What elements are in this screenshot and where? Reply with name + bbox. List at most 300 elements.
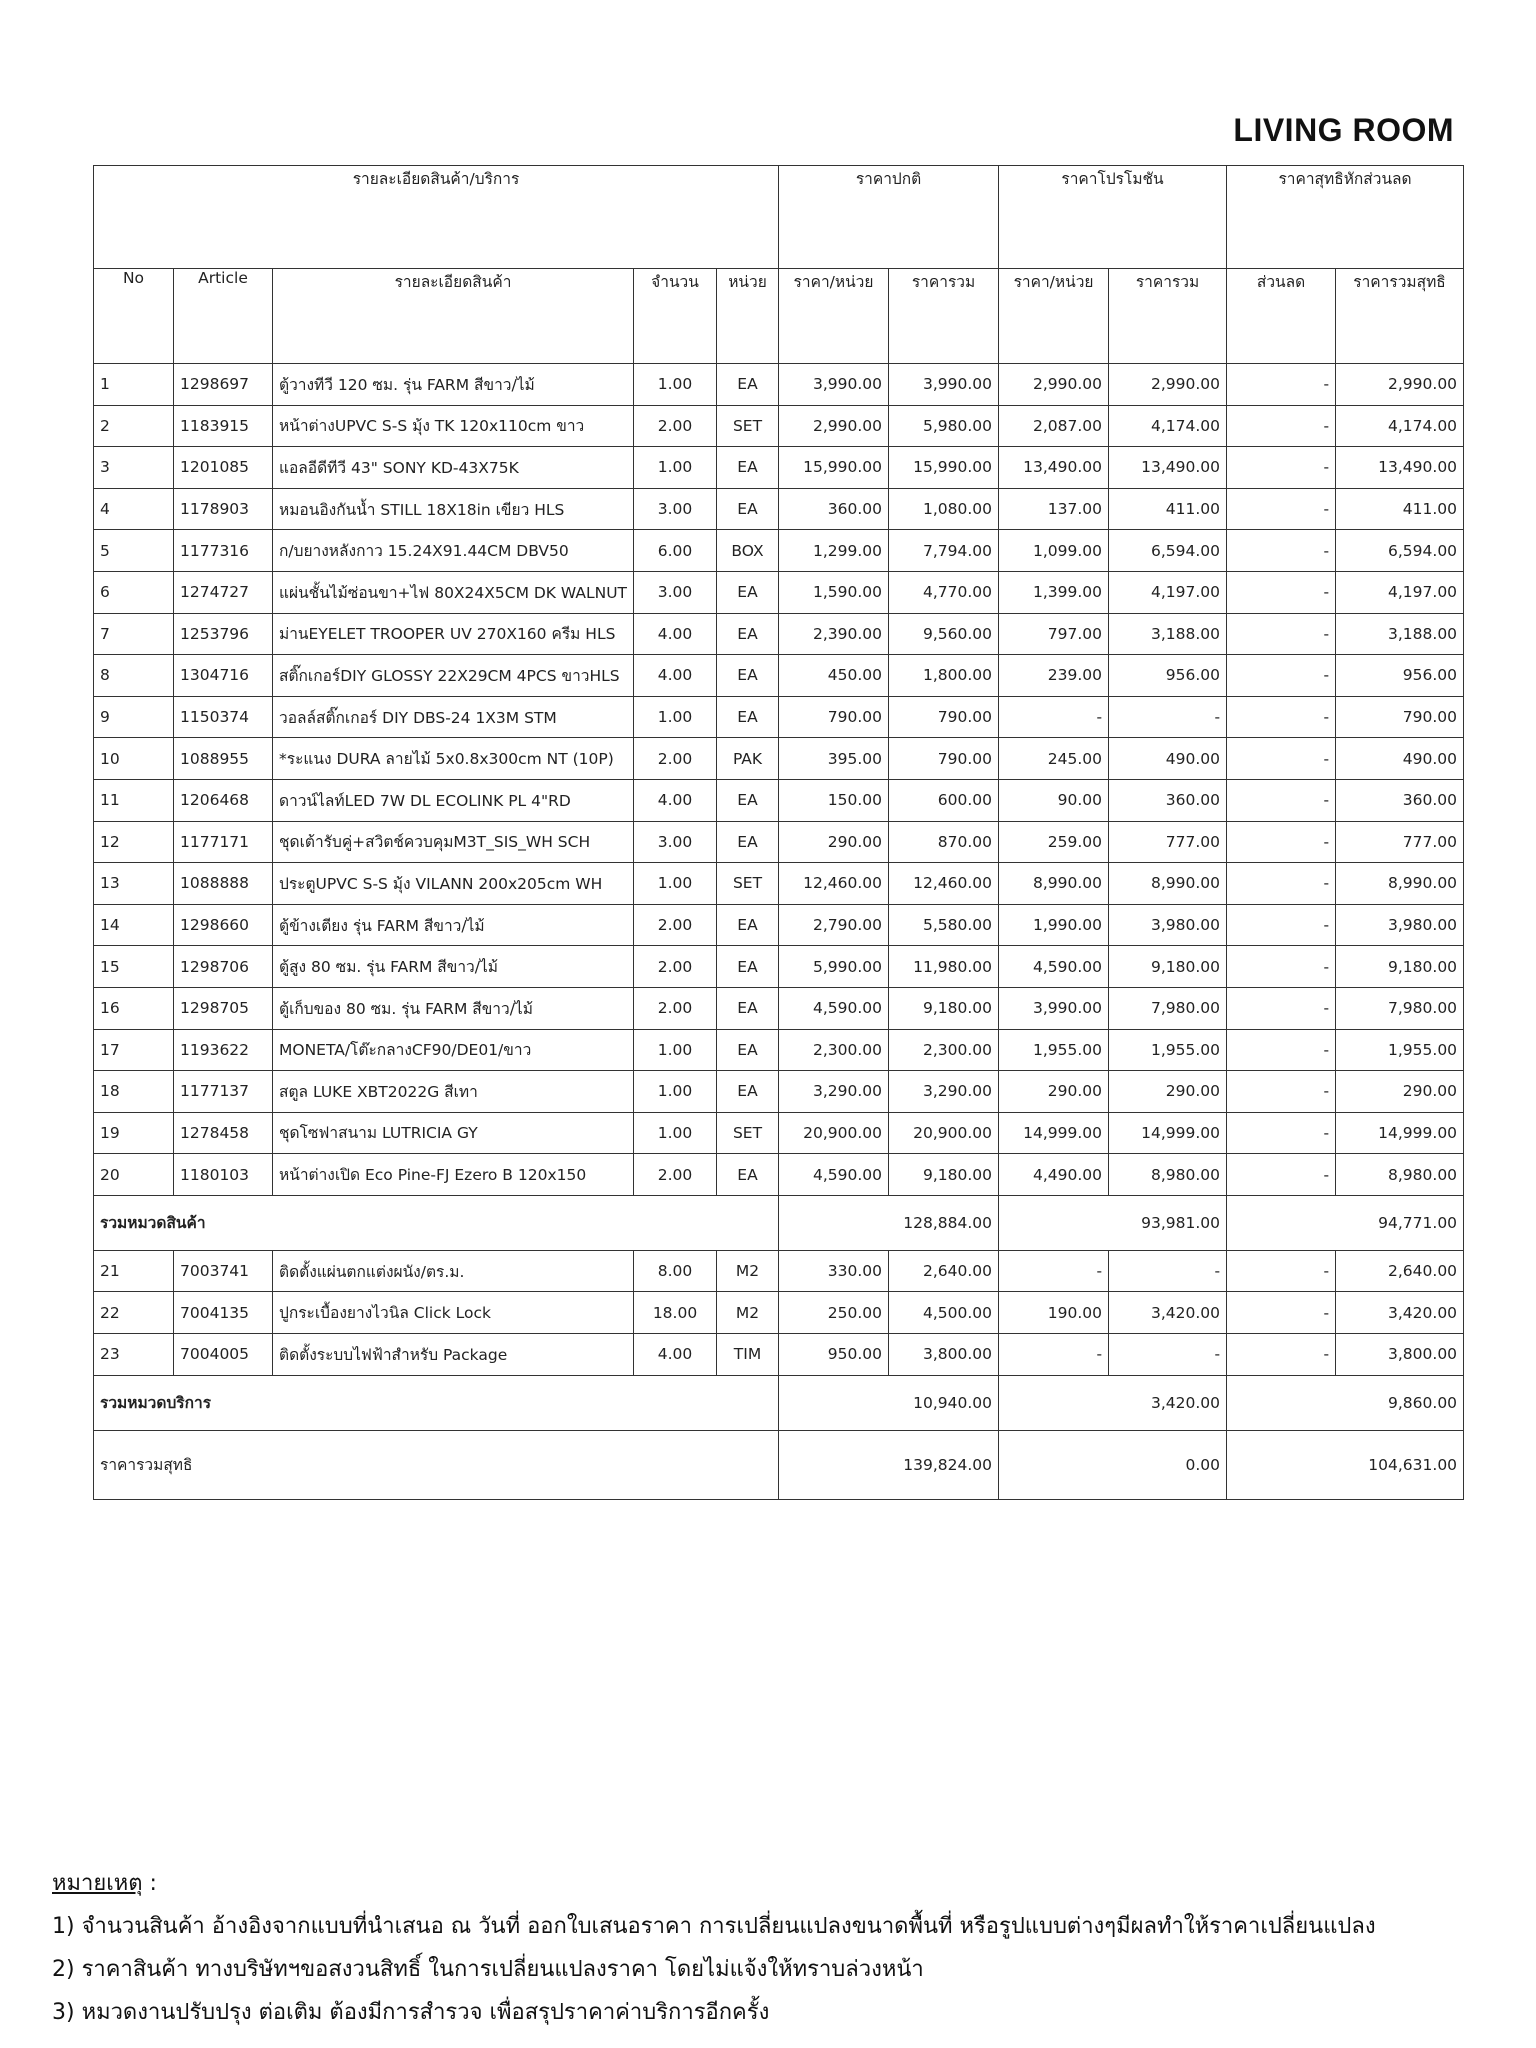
cell-total: 5,980.00 <box>889 405 999 447</box>
cell-unit: EA <box>717 904 779 946</box>
cell-discount: - <box>1227 696 1336 738</box>
cell-promo-unit-price: 2,990.00 <box>999 364 1109 406</box>
cell-unit-price: 2,790.00 <box>779 904 889 946</box>
product-row <box>94 1029 1464 1071</box>
cell-article: 1298697 <box>174 364 273 406</box>
cell-article: 7004135 <box>174 1292 273 1334</box>
cell-promo-unit-price: 797.00 <box>999 613 1109 655</box>
cell-detail: ก/บยางหลังกาว 15.24X91.44CM DBV50 <box>273 530 634 572</box>
cell-discount: - <box>1227 530 1336 572</box>
cell-promo-unit-price: - <box>999 1250 1109 1292</box>
cell-no: 16 <box>94 987 174 1029</box>
cell-unit: EA <box>717 1071 779 1113</box>
totals-body <box>94 1375 1464 1499</box>
header-detail: รายละเอียดสินค้า <box>273 269 634 364</box>
cell-qty: 3.00 <box>634 571 717 613</box>
notes-colon: : <box>142 1871 157 1896</box>
cell-no: 8 <box>94 655 174 697</box>
cell-detail: ดาวน์ไลท์LED 7W DL ECOLINK PL 4"RD <box>273 779 634 821</box>
header-net-total: ราคารวมสุทธิ <box>1336 269 1464 364</box>
cell-unit-price: 4,590.00 <box>779 987 889 1029</box>
cell-unit: BOX <box>717 530 779 572</box>
cell-unit-price: 5,990.00 <box>779 946 889 988</box>
cell-qty: 2.00 <box>634 405 717 447</box>
cell-article: 1178903 <box>174 488 273 530</box>
cell-unit-price: 3,290.00 <box>779 1071 889 1113</box>
cell-detail: วอลล์สติ๊กเกอร์ DIY DBS-24 1X3M STM <box>273 696 634 738</box>
cell-qty: 3.00 <box>634 821 717 863</box>
cell-promo-total: - <box>1109 1250 1227 1292</box>
cell-promo-unit-price: 239.00 <box>999 655 1109 697</box>
header-total: ราคารวม <box>889 269 999 364</box>
cell-discount: - <box>1227 1071 1336 1113</box>
cell-unit: EA <box>717 1029 779 1071</box>
cell-total: 870.00 <box>889 821 999 863</box>
cell-detail: หน้าต่างUPVC S-S มุ้ง TK 120x110cm ขาว <box>273 405 634 447</box>
cell-discount: - <box>1227 447 1336 489</box>
cell-net-total: 956.00 <box>1336 655 1464 697</box>
cell-qty: 8.00 <box>634 1250 717 1292</box>
cell-promo-total: - <box>1109 1334 1227 1376</box>
services-subtotal-label: รวมหมวดบริการ <box>94 1375 779 1430</box>
cell-discount: - <box>1227 364 1336 406</box>
cell-unit: EA <box>717 613 779 655</box>
cell-total: 790.00 <box>889 738 999 780</box>
cell-article: 1278458 <box>174 1112 273 1154</box>
product-row <box>94 987 1464 1029</box>
cell-total: 12,460.00 <box>889 863 999 905</box>
cell-net-total: 2,640.00 <box>1336 1250 1464 1292</box>
cell-unit: TIM <box>717 1334 779 1376</box>
cell-no: 7 <box>94 613 174 655</box>
cell-unit-price: 360.00 <box>779 488 889 530</box>
products-subtotal-normal: 128,884.00 <box>779 1195 999 1250</box>
products-subtotal-body <box>94 1195 1464 1250</box>
cell-article: 1177316 <box>174 530 273 572</box>
cell-discount: - <box>1227 1029 1336 1071</box>
cell-net-total: 3,188.00 <box>1336 613 1464 655</box>
cell-promo-total: 490.00 <box>1109 738 1227 780</box>
cell-net-total: 3,800.00 <box>1336 1334 1464 1376</box>
services-subtotal-normal: 10,940.00 <box>779 1375 999 1430</box>
header-promo-total: ราคารวม <box>1109 269 1227 364</box>
cell-discount: - <box>1227 1250 1336 1292</box>
product-row <box>94 405 1464 447</box>
services-subtotal-net: 9,860.00 <box>1227 1375 1464 1430</box>
cell-unit: EA <box>717 946 779 988</box>
cell-total: 2,640.00 <box>889 1250 999 1292</box>
cell-promo-unit-price: 1,099.00 <box>999 530 1109 572</box>
cell-discount: - <box>1227 1334 1336 1376</box>
cell-promo-total: 956.00 <box>1109 655 1227 697</box>
cell-qty: 1.00 <box>634 696 717 738</box>
cell-total: 4,500.00 <box>889 1292 999 1334</box>
cell-qty: 4.00 <box>634 655 717 697</box>
cell-article: 1201085 <box>174 447 273 489</box>
cell-detail: ตู้สูง 80 ซม. รุ่น FARM สีขาว/ไม้ <box>273 946 634 988</box>
cell-detail: ม่านEYELET TROOPER UV 270X160 ครีม HLS <box>273 613 634 655</box>
cell-no: 5 <box>94 530 174 572</box>
cell-promo-total: 8,980.00 <box>1109 1154 1227 1196</box>
cell-qty: 4.00 <box>634 779 717 821</box>
cell-net-total: 411.00 <box>1336 488 1464 530</box>
cell-promo-unit-price: 14,999.00 <box>999 1112 1109 1154</box>
product-row <box>94 613 1464 655</box>
cell-net-total: 14,999.00 <box>1336 1112 1464 1154</box>
cell-qty: 2.00 <box>634 946 717 988</box>
cell-no: 18 <box>94 1071 174 1113</box>
cell-unit-price: 4,590.00 <box>779 1154 889 1196</box>
cell-total: 5,580.00 <box>889 904 999 946</box>
cell-no: 13 <box>94 863 174 905</box>
cell-unit: EA <box>717 987 779 1029</box>
cell-promo-unit-price: 290.00 <box>999 1071 1109 1113</box>
cell-promo-unit-price: 3,990.00 <box>999 987 1109 1029</box>
header-unit: หน่วย <box>717 269 779 364</box>
cell-detail: ประตูUPVC S-S มุ้ง VILANN 200x205cm WH <box>273 863 634 905</box>
cell-promo-total: 13,490.00 <box>1109 447 1227 489</box>
product-row <box>94 863 1464 905</box>
cell-article: 1298706 <box>174 946 273 988</box>
products-subtotal-label: รวมหมวดสินค้า <box>94 1195 779 1250</box>
products-subtotal-net: 94,771.00 <box>1227 1195 1464 1250</box>
cell-promo-total: 290.00 <box>1109 1071 1227 1113</box>
cell-unit: M2 <box>717 1292 779 1334</box>
product-row <box>94 571 1464 613</box>
cell-discount: - <box>1227 946 1336 988</box>
cell-no: 21 <box>94 1250 174 1292</box>
cell-unit: PAK <box>717 738 779 780</box>
cell-detail: ปูกระเบื้องยางไวนิล Click Lock <box>273 1292 634 1334</box>
cell-detail: ติดตั้งระบบไฟฟ้าสำหรับ Package <box>273 1334 634 1376</box>
cell-promo-unit-price: 8,990.00 <box>999 863 1109 905</box>
cell-promo-unit-price: - <box>999 696 1109 738</box>
cell-qty: 4.00 <box>634 613 717 655</box>
cell-unit-price: 450.00 <box>779 655 889 697</box>
cell-promo-total: 360.00 <box>1109 779 1227 821</box>
cell-qty: 2.00 <box>634 738 717 780</box>
cell-detail: ชุดโซฟาสนาม LUTRICIA GY <box>273 1112 634 1154</box>
cell-promo-total: 14,999.00 <box>1109 1112 1227 1154</box>
cell-unit-price: 395.00 <box>779 738 889 780</box>
cell-discount: - <box>1227 779 1336 821</box>
cell-detail: *ระแนง DURA ลายไม้ 5x0.8x300cm NT (10P) <box>273 738 634 780</box>
cell-promo-total: 9,180.00 <box>1109 946 1227 988</box>
cell-total: 9,180.00 <box>889 1154 999 1196</box>
cell-promo-unit-price: 245.00 <box>999 738 1109 780</box>
product-row <box>94 364 1464 406</box>
cell-promo-total: 7,980.00 <box>1109 987 1227 1029</box>
product-row <box>94 488 1464 530</box>
grand-total-net: 104,631.00 <box>1227 1430 1464 1499</box>
cell-no: 15 <box>94 946 174 988</box>
cell-promo-total: 3,420.00 <box>1109 1292 1227 1334</box>
cell-net-total: 790.00 <box>1336 696 1464 738</box>
cell-unit-price: 250.00 <box>779 1292 889 1334</box>
cell-total: 600.00 <box>889 779 999 821</box>
header-unit-price: ราคา/หน่วย <box>779 269 889 364</box>
product-row <box>94 904 1464 946</box>
cell-no: 20 <box>94 1154 174 1196</box>
cell-unit-price: 12,460.00 <box>779 863 889 905</box>
notes-heading: หมายเหตุ <box>52 1871 143 1896</box>
cell-no: 11 <box>94 779 174 821</box>
cell-qty: 4.00 <box>634 1334 717 1376</box>
cell-unit: SET <box>717 863 779 905</box>
cell-promo-total: 4,197.00 <box>1109 571 1227 613</box>
notes-heading-line <box>52 1862 1376 1905</box>
cell-article: 7003741 <box>174 1250 273 1292</box>
note-line-3: 3) หมวดงานปรับปรุง ต่อเติม ต้องมีการสำรวจ เพื่อสรุปราคาค่าบริการอีกครั้ง <box>52 2000 770 2025</box>
services-subtotal-promo: 3,420.00 <box>999 1375 1227 1430</box>
product-row <box>94 738 1464 780</box>
cell-discount: - <box>1227 571 1336 613</box>
cell-total: 3,800.00 <box>889 1334 999 1376</box>
cell-unit: EA <box>717 1154 779 1196</box>
cell-detail: แอลอีดีทีวี 43" SONY KD-43X75K <box>273 447 634 489</box>
cell-unit: EA <box>717 364 779 406</box>
cell-promo-total: 411.00 <box>1109 488 1227 530</box>
cell-promo-unit-price: 1,990.00 <box>999 904 1109 946</box>
cell-unit-price: 2,390.00 <box>779 613 889 655</box>
product-row <box>94 1112 1464 1154</box>
cell-total: 15,990.00 <box>889 447 999 489</box>
cell-total: 4,770.00 <box>889 571 999 613</box>
cell-promo-total: 1,955.00 <box>1109 1029 1227 1071</box>
cell-discount: - <box>1227 1112 1336 1154</box>
cell-promo-unit-price: 137.00 <box>999 488 1109 530</box>
cell-total: 3,290.00 <box>889 1071 999 1113</box>
cell-article: 1298660 <box>174 904 273 946</box>
cell-total: 7,794.00 <box>889 530 999 572</box>
cell-detail: หมอนอิงกันน้ำ STILL 18X18in เขียว HLS <box>273 488 634 530</box>
cell-no: 6 <box>94 571 174 613</box>
cell-unit-price: 150.00 <box>779 779 889 821</box>
page-title: LIVING ROOM <box>1233 112 1454 148</box>
service-row <box>94 1250 1464 1292</box>
cell-discount: - <box>1227 488 1336 530</box>
cell-unit-price: 330.00 <box>779 1250 889 1292</box>
grand-total-row <box>94 1430 1464 1499</box>
cell-article: 1206468 <box>174 779 273 821</box>
header-article: Article <box>174 269 273 364</box>
note-line-1: 1) จำนวนสินค้า อ้างอิงจากแบบที่นำเสนอ ณ วันที่ ออกใบเสนอราคา การเปลี่ยนแปลงขนาดพื้นที่ หรือรูปแบบต่างๆมีผลทำให้ราคาเปลี่ยนแปลง <box>52 1914 1376 1939</box>
cell-net-total: 360.00 <box>1336 779 1464 821</box>
cell-no: 4 <box>94 488 174 530</box>
cell-promo-unit-price: 4,490.00 <box>999 1154 1109 1196</box>
cell-discount: - <box>1227 1154 1336 1196</box>
cell-qty: 3.00 <box>634 488 717 530</box>
cell-promo-total: 4,174.00 <box>1109 405 1227 447</box>
cell-net-total: 4,174.00 <box>1336 405 1464 447</box>
cell-qty: 2.00 <box>634 1154 717 1196</box>
services-body <box>94 1250 1464 1375</box>
cell-unit-price: 790.00 <box>779 696 889 738</box>
product-row <box>94 447 1464 489</box>
cell-article: 1177137 <box>174 1071 273 1113</box>
cell-discount: - <box>1227 821 1336 863</box>
cell-discount: - <box>1227 738 1336 780</box>
note-line-2: 2) ราคาสินค้า ทางบริษัทฯขอสงวนสิทธิ์ ในการเปลี่ยนแปลงราคา โดยไม่แจ้งให้ทราบล่วงหน้า <box>52 1957 924 1982</box>
cell-article: 1180103 <box>174 1154 273 1196</box>
cell-no: 19 <box>94 1112 174 1154</box>
cell-no: 14 <box>94 904 174 946</box>
cell-net-total: 290.00 <box>1336 1071 1464 1113</box>
cell-net-total: 2,990.00 <box>1336 364 1464 406</box>
cell-promo-unit-price: 1,399.00 <box>999 571 1109 613</box>
header-discount: ส่วนลด <box>1227 269 1336 364</box>
cell-qty: 1.00 <box>634 447 717 489</box>
cell-no: 12 <box>94 821 174 863</box>
cell-unit-price: 2,300.00 <box>779 1029 889 1071</box>
products-subtotal-row <box>94 1195 1464 1250</box>
cell-detail: MONETA/โต๊ะกลางCF90/DE01/ขาว <box>273 1029 634 1071</box>
cell-unit: M2 <box>717 1250 779 1292</box>
cell-promo-total: 777.00 <box>1109 821 1227 863</box>
cell-article: 1304716 <box>174 655 273 697</box>
product-row <box>94 821 1464 863</box>
cell-unit: EA <box>717 696 779 738</box>
cell-unit: EA <box>717 571 779 613</box>
cell-unit-price: 950.00 <box>779 1334 889 1376</box>
cell-net-total: 9,180.00 <box>1336 946 1464 988</box>
cell-qty: 1.00 <box>634 1029 717 1071</box>
cell-qty: 1.00 <box>634 364 717 406</box>
cell-promo-total: 8,990.00 <box>1109 863 1227 905</box>
cell-total: 790.00 <box>889 696 999 738</box>
quotation-table <box>93 165 1464 1500</box>
cell-promo-unit-price: 1,955.00 <box>999 1029 1109 1071</box>
cell-article: 1298705 <box>174 987 273 1029</box>
header-promo-price: ราคาโปรโมชัน <box>999 166 1227 269</box>
service-row <box>94 1292 1464 1334</box>
cell-no: 23 <box>94 1334 174 1376</box>
cell-net-total: 490.00 <box>1336 738 1464 780</box>
cell-unit: EA <box>717 488 779 530</box>
cell-promo-unit-price: 190.00 <box>999 1292 1109 1334</box>
cell-promo-unit-price: 4,590.00 <box>999 946 1109 988</box>
cell-net-total: 8,980.00 <box>1336 1154 1464 1196</box>
cell-net-total: 3,420.00 <box>1336 1292 1464 1334</box>
header-net-price: ราคาสุทธิหักส่วนลด <box>1227 166 1464 269</box>
cell-article: 7004005 <box>174 1334 273 1376</box>
cell-detail: สติ๊กเกอร์DIY GLOSSY 22X29CM 4PCS ขาวHLS <box>273 655 634 697</box>
cell-unit-price: 1,299.00 <box>779 530 889 572</box>
product-row <box>94 779 1464 821</box>
cell-qty: 1.00 <box>634 1112 717 1154</box>
cell-discount: - <box>1227 1292 1336 1334</box>
cell-unit: EA <box>717 447 779 489</box>
cell-net-total: 3,980.00 <box>1336 904 1464 946</box>
grand-total-label: ราคารวมสุทธิ <box>94 1430 779 1499</box>
cell-article: 1177171 <box>174 821 273 863</box>
service-row <box>94 1334 1464 1376</box>
product-row <box>94 946 1464 988</box>
cell-promo-total: 3,980.00 <box>1109 904 1227 946</box>
cell-unit: SET <box>717 405 779 447</box>
cell-promo-unit-price: 90.00 <box>999 779 1109 821</box>
column-header-row <box>94 269 1464 364</box>
cell-discount: - <box>1227 613 1336 655</box>
product-row <box>94 1071 1464 1113</box>
cell-no: 1 <box>94 364 174 406</box>
cell-total: 9,560.00 <box>889 613 999 655</box>
cell-article: 1150374 <box>174 696 273 738</box>
cell-detail: แผ่นชั้นไม้ซ่อนขา+ไฟ 80X24X5CM DK WALNUT <box>273 571 634 613</box>
cell-total: 20,900.00 <box>889 1112 999 1154</box>
cell-article: 1193622 <box>174 1029 273 1071</box>
cell-discount: - <box>1227 405 1336 447</box>
cell-net-total: 13,490.00 <box>1336 447 1464 489</box>
cell-article: 1253796 <box>174 613 273 655</box>
cell-promo-unit-price: 13,490.00 <box>999 447 1109 489</box>
cell-total: 9,180.00 <box>889 987 999 1029</box>
cell-net-total: 777.00 <box>1336 821 1464 863</box>
cell-article: 1088888 <box>174 863 273 905</box>
cell-unit-price: 15,990.00 <box>779 447 889 489</box>
cell-unit: EA <box>717 779 779 821</box>
cell-qty: 1.00 <box>634 1071 717 1113</box>
cell-discount: - <box>1227 904 1336 946</box>
cell-unit: EA <box>717 821 779 863</box>
cell-promo-unit-price: - <box>999 1334 1109 1376</box>
cell-no: 10 <box>94 738 174 780</box>
cell-detail: ตู้วางทีวี 120 ซม. รุ่น FARM สีขาว/ไม้ <box>273 364 634 406</box>
notes-section <box>52 1862 1376 2034</box>
cell-discount: - <box>1227 863 1336 905</box>
cell-qty: 6.00 <box>634 530 717 572</box>
cell-unit-price: 20,900.00 <box>779 1112 889 1154</box>
cell-no: 9 <box>94 696 174 738</box>
products-body <box>94 364 1464 1196</box>
cell-discount: - <box>1227 655 1336 697</box>
group-header-row <box>94 166 1464 269</box>
cell-promo-total: 3,188.00 <box>1109 613 1227 655</box>
grand-total-normal: 139,824.00 <box>779 1430 999 1499</box>
header-normal-price: ราคาปกติ <box>779 166 999 269</box>
cell-total: 1,080.00 <box>889 488 999 530</box>
cell-unit: EA <box>717 655 779 697</box>
cell-net-total: 4,197.00 <box>1336 571 1464 613</box>
cell-detail: สตูล LUKE XBT2022G สีเทา <box>273 1071 634 1113</box>
product-row <box>94 1154 1464 1196</box>
cell-unit-price: 2,990.00 <box>779 405 889 447</box>
cell-detail: ติดตั้งแผ่นตกแต่งผนัง/ตร.ม. <box>273 1250 634 1292</box>
cell-detail: ชุดเต้ารับคู่+สวิตช์ควบคุมM3T_SIS_WH SCH <box>273 821 634 863</box>
cell-net-total: 6,594.00 <box>1336 530 1464 572</box>
grand-total-promo: 0.00 <box>999 1430 1227 1499</box>
cell-total: 1,800.00 <box>889 655 999 697</box>
header-qty: จำนวน <box>634 269 717 364</box>
cell-net-total: 8,990.00 <box>1336 863 1464 905</box>
header-promo-unit-price: ราคา/หน่วย <box>999 269 1109 364</box>
product-row <box>94 696 1464 738</box>
cell-article: 1088955 <box>174 738 273 780</box>
cell-promo-unit-price: 2,087.00 <box>999 405 1109 447</box>
cell-qty: 18.00 <box>634 1292 717 1334</box>
cell-net-total: 7,980.00 <box>1336 987 1464 1029</box>
header-detail-group: รายละเอียดสินค้า/บริการ <box>94 166 779 269</box>
cell-promo-total: 6,594.00 <box>1109 530 1227 572</box>
product-row <box>94 530 1464 572</box>
cell-no: 3 <box>94 447 174 489</box>
cell-unit-price: 3,990.00 <box>779 364 889 406</box>
cell-article: 1183915 <box>174 405 273 447</box>
cell-no: 2 <box>94 405 174 447</box>
cell-promo-total: 2,990.00 <box>1109 364 1227 406</box>
cell-no: 22 <box>94 1292 174 1334</box>
cell-unit: SET <box>717 1112 779 1154</box>
